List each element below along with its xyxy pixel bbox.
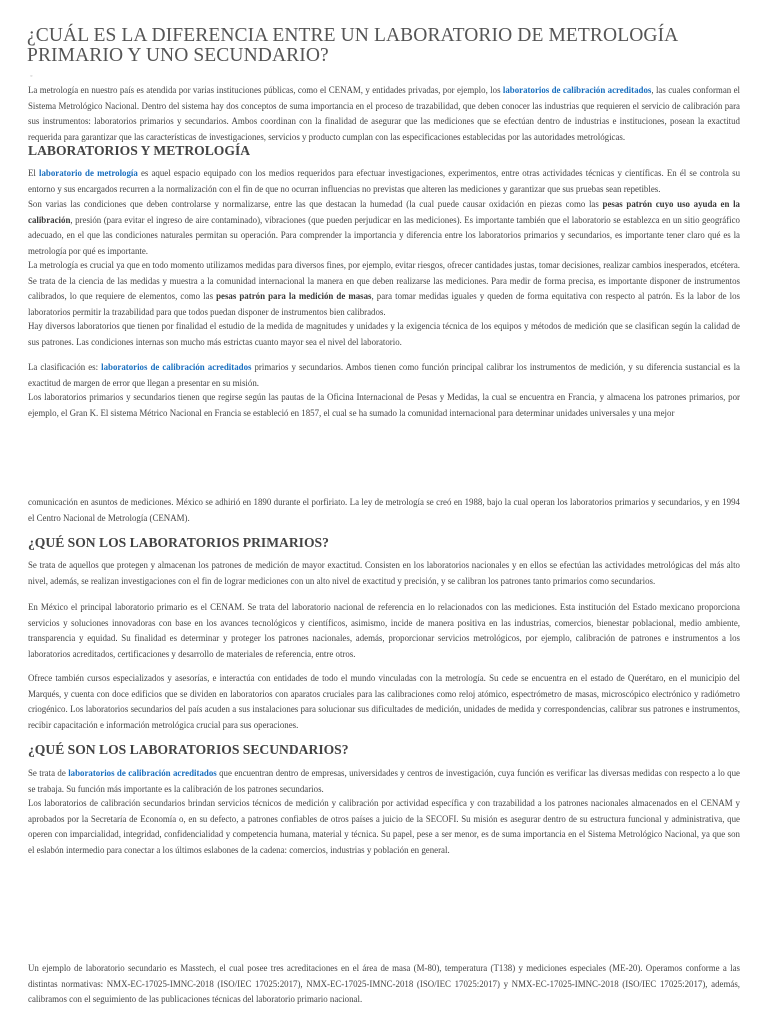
section3-paragraph-1 — [28, 766, 740, 797]
s1p2-text-pre: Son varias las condiciones que deben controlarse y normalizarse, entre las que destacan la humedad (la cual puede causar oxidación en piezas como las — [28, 199, 603, 209]
s1p3-text-post: , para tomar medidas iguales y queden de forma equitativa con respecto al patrón. Es la labor de los laboratorios permitir la trazabilidad para que todos puedan disponer de instrumentos bien calibrados. — [28, 291, 740, 317]
metrology-lab-link[interactable]: laboratorio de metrología — [39, 168, 138, 178]
intro-text-post: , las cuales conforman el Sistema Metrológico Nacional. Dentro del sistema hay dos conceptos de suma importancia en el proceso de trazabilidad, que deben conocer las industrias que requieren el servicio de calibración para sus instrumentos: laboratorios primarios y secundarios. Ambos coordinan con la finalidad de asegurar que las mediciones que se efectúan dentro de industrias e instituciones, posean la exactitud requerida para garantizar que las características de investigaciones, servicios y producto cumplan con las especificaciones establecidas por las autoridades metrológicas. — [28, 85, 740, 142]
section1-paragraph-5 — [28, 360, 740, 391]
section2-paragraph-1: Se trata de aquellos que protegen y almacenan los patrones de medición de mayor exactitud. Consisten en los laboratorios nacionales y en ellos se efectúan las actividades metrológicas del más alto nivel, además, se realizan investigaciones con el fin de lograr mediciones con un alto nivel de exactitud y precisión, y se calibran los patrones tanto primarios como secundarios. — [28, 560, 740, 586]
section2-paragraph-2: En México el principal laboratorio primario es el CENAM. Se trata del laboratorio nacional de referencia en lo relacionados con las mediciones. Esta institución del Estado mexicano proporciona servicios y soluciones innovadoras con base en los avances tecnológicos y científicos, asimismo, incide de manera positiva en las industrias, comercios, bienestar poblacional, medio ambiente, transparencia y equidad. Su finalidad es determinar y proteger los patrones nacionales, además, proporcionar servicios metrológicos, por ejemplo, calibración de patrones e instrumentos a los laboratorios acreditados, certificaciones y desarrollo de materiales de referencia, entre otros. — [28, 602, 740, 659]
s1p1-text-post: es aquel espacio equipado con los medios requeridos para efectuar investigaciones, experimentos, entre otras actividades técnicas y científicas. En él se controla su entorno y sus encargados recurren a la normalización con el fin de que no ocurran influencias no previstas que alteren las mediciones y garantizar que sus pruebas sean repetibles. — [28, 168, 741, 194]
s1p5-text-pre: La clasificación es: — [28, 362, 102, 372]
section3-paragraph-3: Un ejemplo de laboratorio secundario es Masstech, el cual posee tres acreditaciones en el área de masa (M-80), temperatura (T138) y mediciones especiales (ME-20). Operamos conforme a las distintas normativas: NMX-EC-17025-IMNC-2018 (ISO/IEC 17025:2017), NMX-EC-17025-IMNC-2018 (ISO/IEC 17025:2017) y NMX-EC-17025-IMNC-2018 (ISO/IEC 17025:2017), además, calibramos con el seguimiento de las publicaciones técnicas del laboratorio primario nacional. — [28, 963, 740, 1004]
section-heading-laboratorios: LABORATORIOS Y METROLOGÍA — [28, 143, 251, 158]
s1p3-text-pre: La metrología es crucial ya que en todo momento utilizamos medidas para diversos fines, por ejemplo, evitar riesgos, ofrecer cantidades justas, tomar decisiones, realizar cambios inesperados, etcétera. Se trata de la ciencia de las medidas y muestra a la comunidad internacional la manera en que deben realizarse las mediciones. Para medir de forma precisa, es importante disponer de instrumentos calibrados, lo que requiere de elementos, como las — [28, 260, 740, 301]
section3-paragraph-2: Los laboratorios de calibración secundarios brindan servicios técnicos de medición y calibración por actividad específica y con trazabilidad a los patrones nacionales almacenados en el CENAM y aprobados por la Secretaría de Economía o, en su defecto, a patrones confiables de otros países a juicio de la SECOFI. Su misión es asegurar dentro de su estructura funcional y administrativa, que operen con imparcialidad, integridad, confidencialidad y competencia humana, material y técnica. Su papel, pese a ser menor, es de suma importancia en el Sistema Metrológico Nacional, ya que son el eslabón intermedio para conectar a los últimos eslabones de la cadena: comercios, industrias y población en general. — [28, 798, 740, 855]
intro-text-pre: La metrología en nuestro país es atendida por varias instituciones públicas, como el CENAM, y entidades privadas, por ejemplo, los — [28, 85, 503, 95]
calibration-labs-link-3[interactable]: laboratorios de calibración acreditados — [68, 768, 217, 778]
s1p3-bold: pesas patrón para la medición de masas — [216, 291, 372, 301]
section1-paragraph-4: Hay diversos laboratorios que tienen por finalidad el estudio de la medida de magnitudes y unidades y la exigencia técnica de los equipos y métodos de medición que se clasifican según la calidad de sus patrones. Las condiciones internas son mucho más estrictas cuanto mayor sea el nivel del laboratorio. — [28, 321, 740, 347]
s1p2-text-post: , presión (para evitar el ingreso de aire contaminado), vibraciones (que pueden perjudicar en las mediciones). Es importante también que el laboratorio se establezca en un sitio geográfico adecuado, en el que las condiciones naturales permitan su operación. Para comprender la importancia y diferencia entre los laboratorios primarios y secundarios, es importante tener claro qué es la metrología por qué es importante. — [28, 214, 740, 256]
calibration-labs-link[interactable]: laboratorios de calibración acreditados — [502, 85, 652, 95]
s1p1-text-pre: El — [28, 168, 40, 178]
section-heading-primarios: ¿QUÉ SON LOS LABORATORIOS PRIMARIOS? — [28, 535, 329, 550]
section1-paragraph-1 — [28, 166, 740, 197]
section1-paragraph-3 — [28, 258, 740, 320]
s3p1-text-pre: Se trata de — [28, 768, 69, 778]
bullet-marker: ◦ — [30, 72, 33, 80]
s3p1-text-post: que encuentran dentro de empresas, universidades y centros de investigación, cuya función es verificar las diversas medidas con respecto a lo que se trabaja. Su función más importante es la calibración de los patrones secundarios. — [28, 768, 740, 794]
s1p2-bold: pesas patrón cuyo uso ayuda en la calibración — [28, 199, 740, 225]
calibration-labs-link-2[interactable]: laboratorios de calibración acreditados — [101, 362, 252, 372]
intro-paragraph — [28, 83, 740, 145]
s1p5-text-post: primarios y secundarios. Ambos tienen como función principal calibrar los instrumentos de medición, y su diferencia sustancial es la exactitud de margen de error que llegan a presentar en su misión. — [28, 362, 740, 388]
section2-paragraph-3: Ofrece también cursos especializados y asesorías, e interactúa con entidades de todo el mundo vinculadas con la metrología. Su cede se encuentra en el estado de Querétaro, en el municipio del Marqués, y cuenta con doce edificios que se dividen en laboratorios con aparatos cruciales para las calibraciones como reloj atómico, espectrómetro de masas, microscópico electrónico y radiómetro criogénico. Los laboratorios secundarios del país acuden a sus instalaciones para solucionar sus dificultades de medición, unidades de medida y correspondencias, calibrar sus patrones e instrumentos, recibir capacitación e información metrológica crucial para sus operaciones. — [28, 673, 740, 730]
section1-paragraph-7: comunicación en asuntos de mediciones. México se adhirió en 1890 durante el porfiriato. La ley de metrología se creó en 1988, bajo la cual operan los laboratorios primarios y secundarios, y en 1994 el Centro Nacional de Metrología (CENAM). — [28, 497, 740, 523]
page-title: ¿CUÁL ES LA DIFERENCIA ENTRE UN LABORATORIO DE METROLOGÍA PRIMARIO Y UNO SECUNDARIO? — [27, 25, 678, 66]
section-heading-secundarios: ¿QUÉ SON LOS LABORATORIOS SECUNDARIOS? — [28, 742, 349, 757]
section1-paragraph-6: Los laboratorios primarios y secundarios tienen que regirse según las pautas de la Oficina Internacional de Pesas y Medidas, la cual se encuentra en Francia, y almacena los patrones primarios, por ejemplo, el Gran K. El sistema Métrico Nacional en Francia se estableció en 1857, el cual se ha sumado la comunidad internacional para determinar unidades universales y una mejor — [28, 392, 740, 418]
section1-paragraph-2 — [28, 197, 740, 259]
